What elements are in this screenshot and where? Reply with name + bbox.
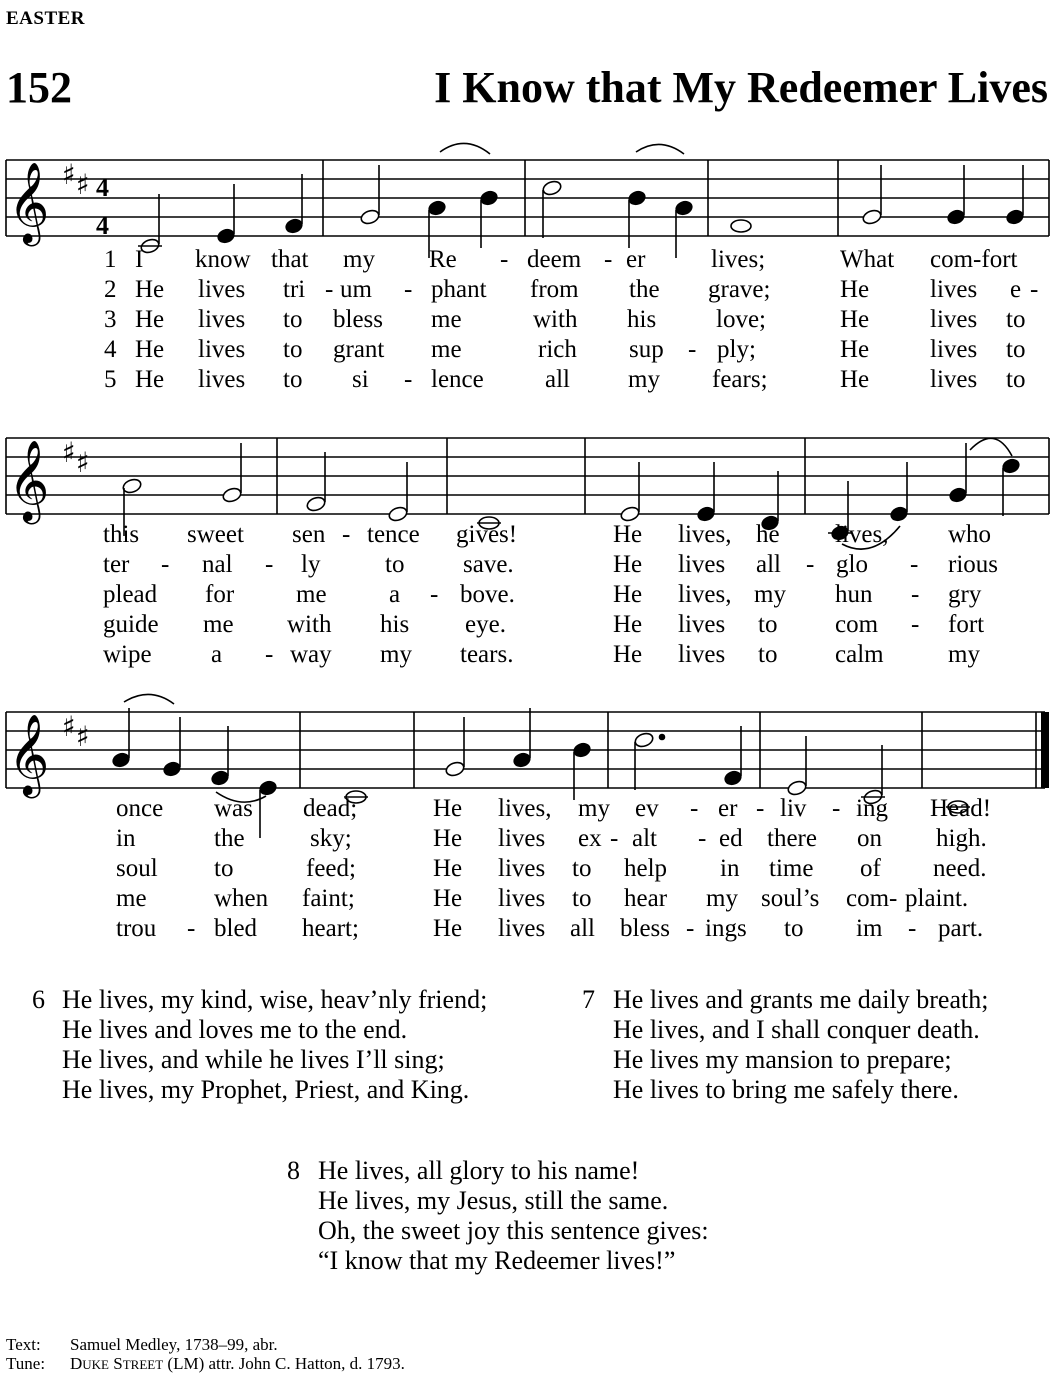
syllable: my — [628, 366, 660, 393]
hyphen: - — [161, 551, 170, 578]
syllable: er — [626, 246, 646, 273]
hyphen: - — [430, 581, 439, 608]
syllable: ter — [103, 551, 130, 578]
syllable: si — [352, 366, 369, 393]
hyphen: - — [806, 551, 815, 578]
tune-credit-label: Tune: — [6, 1354, 46, 1373]
syllable: He — [135, 276, 165, 303]
syllable: fort — [948, 611, 985, 638]
staff-system-2 — [0, 418, 1053, 528]
syllable: Head! — [930, 795, 992, 822]
hymn-number: 152 — [6, 63, 72, 112]
syllable: to — [283, 336, 303, 363]
syllable: faint; — [302, 885, 355, 912]
verse-number: 5 — [104, 366, 117, 393]
text-credit — [6, 1335, 405, 1354]
hyphen: - — [187, 915, 196, 942]
hyphen: - — [325, 276, 334, 303]
syllable: to — [1006, 336, 1026, 363]
staff-system-1 — [0, 140, 1053, 250]
syllable: was — [214, 795, 253, 822]
syllable: calm — [835, 641, 884, 668]
sharp-icon: ♯ — [62, 710, 76, 743]
verse-line: He lives, my kind, wise, heav’nly friend; — [62, 985, 488, 1014]
syllable: to — [784, 915, 804, 942]
syllable: my — [754, 581, 786, 608]
sharp-icon: ♯ — [62, 436, 76, 469]
syllable: tri — [283, 276, 306, 303]
syllable: com — [835, 611, 879, 638]
syllable: liv — [780, 795, 807, 822]
syllable: ed — [719, 825, 743, 852]
syllable: with — [287, 611, 332, 638]
syllable: know — [195, 246, 251, 273]
syllable: the — [214, 825, 245, 852]
tune-name: DUKE STREET — [70, 1354, 164, 1373]
hymn-title: I Know that My Redeemer Lives — [434, 63, 1048, 112]
verse-number: 4 — [104, 336, 117, 363]
syllable: to — [1006, 366, 1026, 393]
hyphen: - — [265, 641, 274, 668]
syllable: me — [296, 581, 327, 608]
syllable: all — [756, 551, 781, 578]
syllable: to — [385, 551, 405, 578]
syllable: ly — [301, 551, 321, 578]
syllable: He — [613, 521, 643, 548]
syllable: to — [572, 885, 592, 912]
syllable: lives; — [711, 246, 766, 273]
syllable: to — [1006, 306, 1026, 333]
verse-number: 8 — [287, 1156, 300, 1185]
hyphen: - — [911, 611, 920, 638]
syllable: help — [624, 855, 668, 882]
syllable: lives — [678, 551, 726, 578]
syllable: once — [116, 795, 164, 822]
hyphen: - — [342, 521, 351, 548]
syllable: lives — [930, 366, 978, 393]
hyphen: - — [908, 915, 917, 942]
syllable: save. — [463, 551, 514, 578]
syllable: he — [756, 521, 780, 548]
syllable: me — [431, 336, 462, 363]
syllable: wipe — [103, 641, 152, 668]
syllable: nal — [202, 551, 233, 578]
hyphen: - — [911, 581, 920, 608]
syllable: lives — [498, 855, 546, 882]
syllable: phant — [431, 276, 487, 303]
verse-line: He lives and loves me to the end. — [62, 1015, 408, 1044]
syllable: He — [840, 306, 870, 333]
syllable: of — [860, 855, 881, 882]
syllable: to — [572, 855, 592, 882]
hyphen: - — [1030, 276, 1039, 303]
syllable: in — [116, 825, 136, 852]
syllable: He — [135, 336, 165, 363]
syllable: when — [214, 885, 269, 912]
syllable: me — [116, 885, 147, 912]
syllable: for — [205, 581, 235, 608]
syllable: dead; — [303, 795, 358, 822]
time-signature-top: 4 — [96, 173, 109, 202]
syllable: lives, — [835, 521, 889, 548]
verse-line: He lives my mansion to prepare; — [613, 1045, 952, 1074]
hyphen: - — [698, 825, 707, 852]
verse-line: He lives, my Jesus, still the same. — [318, 1186, 669, 1215]
syllable: lives — [678, 641, 726, 668]
slur — [970, 438, 1012, 456]
syllable: in — [720, 855, 740, 882]
hyphen: - — [404, 366, 413, 393]
syllable: He — [840, 336, 870, 363]
syllable: my — [343, 246, 375, 273]
syllable: there — [767, 825, 817, 852]
syllable: to — [283, 366, 303, 393]
syllable: He — [135, 306, 165, 333]
verse-number: 1 — [104, 246, 117, 273]
syllable: way — [290, 641, 332, 668]
syllable: to — [758, 641, 778, 668]
syllable: alt — [632, 825, 657, 852]
syllable: on — [857, 825, 882, 852]
syllable: im — [856, 915, 883, 942]
syllable: bless — [333, 306, 383, 333]
syllable: who — [948, 521, 992, 548]
syllable: lives — [198, 336, 246, 363]
syllable: ply; — [717, 336, 756, 363]
syllable: eye. — [465, 611, 506, 638]
syllable: to — [283, 306, 303, 333]
syllable: He — [613, 641, 643, 668]
syllable: this — [103, 521, 140, 548]
syllable: my — [948, 641, 980, 668]
credits — [6, 1335, 405, 1374]
syllable: ex — [578, 825, 602, 852]
tune-credit — [6, 1354, 405, 1374]
verse-line: Oh, the sweet joy this sentence gives: — [318, 1216, 709, 1245]
verse-number: 3 — [104, 306, 117, 333]
verse-number: 6 — [32, 985, 45, 1014]
syllable: er — [718, 795, 738, 822]
syllable: me — [431, 306, 462, 333]
syllable: part. — [938, 915, 984, 942]
verse-number: 7 — [582, 985, 595, 1014]
syllable: with — [533, 306, 578, 333]
syllable: tears. — [460, 641, 514, 668]
syllable: grant — [333, 336, 385, 363]
slur — [124, 694, 174, 704]
syllable: lives, — [498, 795, 552, 822]
syllable: soul — [116, 855, 158, 882]
sharp-icon: ♯ — [76, 446, 90, 479]
syllable: He — [840, 276, 870, 303]
syllable: that — [271, 246, 309, 273]
syllable: feed; — [306, 855, 356, 882]
treble-clef-icon: 𝄞 — [8, 713, 50, 795]
syllable: sen — [292, 521, 326, 548]
syllable: He — [135, 366, 165, 393]
syllable: com-fort — [930, 246, 1018, 273]
verse-line: He lives, and I shall conquer death. — [613, 1015, 980, 1044]
syllable: a — [389, 581, 401, 608]
syllable: lives, — [678, 521, 732, 548]
hyphen: - — [889, 885, 898, 912]
syllable: rious — [948, 551, 998, 578]
syllable: lives — [930, 306, 978, 333]
sharp-icon: ♯ — [76, 168, 90, 201]
syllable: from — [530, 276, 579, 303]
hyphen: - — [686, 915, 695, 942]
syllable: He — [433, 885, 463, 912]
syllable: heart; — [302, 915, 359, 942]
syllable: lives — [498, 915, 546, 942]
syllable: e — [1010, 276, 1022, 303]
syllable: He — [433, 915, 463, 942]
syllable: to — [758, 611, 778, 638]
syllable: com — [846, 885, 890, 912]
syllable: He — [840, 366, 870, 393]
syllable: gives! — [456, 521, 518, 548]
syllable: hun — [835, 581, 873, 608]
syllable: need. — [933, 855, 987, 882]
syllable: plead — [103, 581, 158, 608]
syllable: lives — [678, 611, 726, 638]
syllable: He — [613, 581, 643, 608]
verse-line: He lives to bring me safely there. — [613, 1075, 959, 1104]
syllable: time — [769, 855, 814, 882]
syllable: high. — [936, 825, 987, 852]
syllable: deem — [527, 246, 582, 273]
syllable: guide — [103, 611, 159, 638]
syllable: bove. — [460, 581, 515, 608]
syllable: love; — [716, 306, 766, 333]
syllable: He — [613, 551, 643, 578]
hyphen: - — [756, 795, 765, 822]
syllable: plaint. — [905, 885, 969, 912]
slur — [636, 144, 684, 154]
syllable: sky; — [310, 825, 352, 852]
treble-clef-icon: 𝄞 — [8, 161, 50, 243]
syllable: bled — [214, 915, 258, 942]
text-credit-value: Samuel Medley, 1738–99, abr. — [70, 1335, 278, 1354]
syllable: my — [578, 795, 610, 822]
syllable: um — [340, 276, 372, 303]
syllable: rich — [538, 336, 577, 363]
syllable: to — [214, 855, 234, 882]
syllable: his — [380, 611, 410, 638]
hyphen: - — [610, 825, 619, 852]
treble-clef-icon: 𝄞 — [8, 439, 50, 521]
syllable: his — [627, 306, 657, 333]
time-signature-bottom: 4 — [96, 211, 109, 240]
syllable: What — [840, 246, 895, 273]
syllable: lives — [930, 276, 978, 303]
syllable: lives — [198, 306, 246, 333]
syllable: He — [613, 611, 643, 638]
syllable: ev — [635, 795, 659, 822]
syllable: He — [433, 825, 463, 852]
syllable: tence — [367, 521, 420, 548]
syllable: glo — [836, 551, 868, 578]
syllable: all — [570, 915, 595, 942]
syllable: I — [135, 246, 144, 273]
syllable: ings — [705, 915, 747, 942]
syllable: grave; — [708, 276, 771, 303]
hyphen: - — [404, 276, 413, 303]
text-credit-label: Text: — [6, 1335, 41, 1354]
syllable: lives — [498, 885, 546, 912]
syllable: He — [433, 795, 463, 822]
verse-line: “I know that my Redeemer lives!” — [318, 1246, 676, 1275]
syllable: me — [203, 611, 234, 638]
hyphen: - — [832, 795, 841, 822]
verse-line: He lives, and while he lives I’ll sing; — [62, 1045, 445, 1074]
syllable: ing — [856, 795, 888, 822]
syllable: hear — [624, 885, 668, 912]
syllable: trou — [116, 915, 157, 942]
verse-number: 2 — [104, 276, 117, 303]
syllable: fears; — [712, 366, 768, 393]
hyphen: - — [910, 551, 919, 578]
verse-line: He lives and grants me daily breath; — [613, 985, 989, 1014]
hyphen: - — [690, 795, 699, 822]
hyphen: - — [688, 336, 697, 363]
hyphen: - — [500, 246, 509, 273]
hyphen: - — [604, 246, 613, 273]
syllable: lence — [431, 366, 484, 393]
syllable: the — [629, 276, 660, 303]
slur — [440, 143, 490, 154]
syllable: lives — [498, 825, 546, 852]
syllable: Re — [429, 246, 457, 273]
sharp-icon: ♯ — [76, 720, 90, 753]
syllable: lives — [198, 366, 246, 393]
syllable: lives — [198, 276, 246, 303]
syllable: a — [211, 641, 223, 668]
sharp-icon: ♯ — [62, 158, 76, 191]
tune-credit-value: (LM) attr. John C. Hatton, d. 1793. — [167, 1354, 405, 1373]
verse-line: He lives, all glory to his name! — [318, 1156, 640, 1185]
syllable: lives, — [678, 581, 732, 608]
syllable: sup — [629, 336, 664, 363]
syllable: lives — [930, 336, 978, 363]
staff-system-3 — [0, 692, 1053, 802]
syllable: my — [380, 641, 412, 668]
syllable: sweet — [187, 521, 244, 548]
syllable: my — [706, 885, 738, 912]
syllable: soul’s — [761, 885, 820, 912]
syllable: bless — [620, 915, 670, 942]
syllable: He — [433, 855, 463, 882]
syllable: all — [545, 366, 570, 393]
syllable: gry — [948, 581, 982, 608]
verse-line: He lives, my Prophet, Priest, and King. — [62, 1075, 470, 1104]
hyphen: - — [265, 551, 274, 578]
section-label: EASTER — [6, 8, 86, 29]
